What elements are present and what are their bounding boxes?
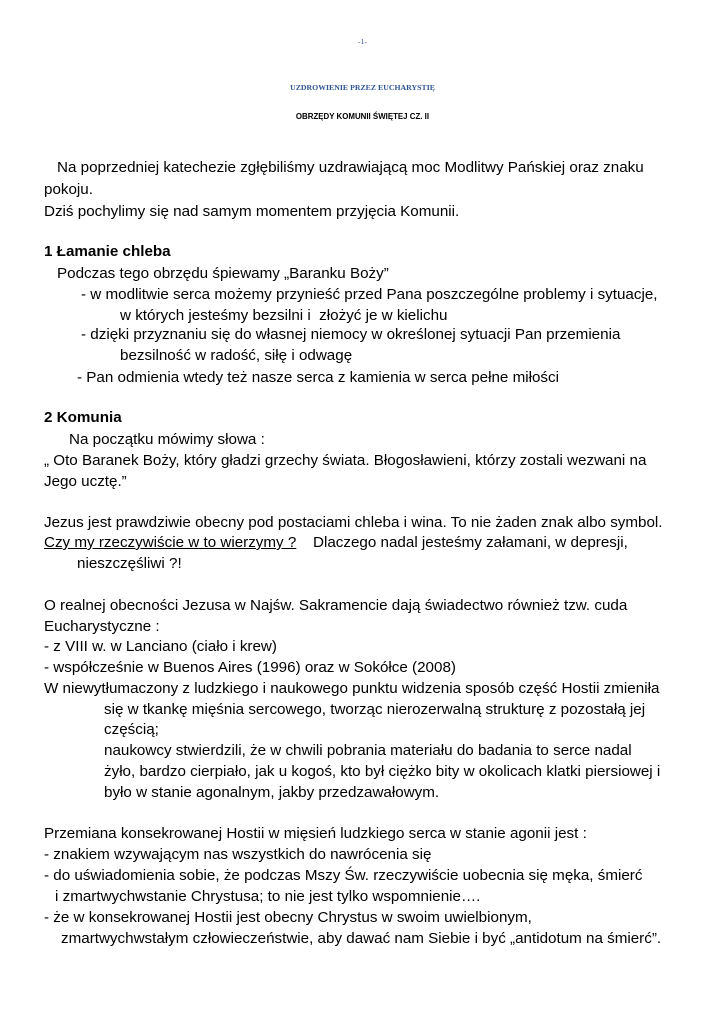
presence-line-3: nieszczęśliwi ?! [77,555,182,572]
page-number: -1- [357,37,368,46]
section-1-line-2: - w modlitwie serca możemy przynieść przed Pana poszczególne problemy i sytuacje, [81,286,658,303]
section-1-line-4: - dzięki przyznaniu się do własnej niemocy w określonej sytuacji Pan przemienia [81,326,621,343]
miracles-line-4: - współcześnie w Buenos Aires (1996) oraz w Sokółce (2008) [44,659,456,676]
miracles-line-7: częścią; [104,721,159,738]
transformation-line-5: - że w konsekrowanej Hostii jest obecny Chrystus w swoim uwielbionym, [44,909,532,926]
presence-question: Czy my rzeczywiście w to wierzymy ? [44,534,297,551]
document-subtitle: UZDROWIENIE PRZEZ EUCHARYSTIĘ [290,83,435,92]
intro-line-1: Na poprzedniej katechezie zgłębiliśmy uzdrawiającą moc Modlitwy Pańskiej oraz znaku [57,159,644,176]
intro-line-2: pokoju. [44,181,93,198]
miracles-line-1: O realnej obecności Jezusa w Najśw. Sakramencie dają świadectwo również tzw. cuda [44,597,628,614]
section-2-line-3: Jego ucztę.” [44,473,127,490]
transformation-line-6: zmartwychwstałym człowieczeństwie, aby dawać nam Siebie i być „antidotum na śmierć”. [61,930,662,947]
miracles-line-8: naukowcy stwierdzili, że w chwili pobrania materiału do badania to serce nadal [104,742,632,759]
miracles-line-2: Eucharystyczne : [44,618,160,635]
transformation-line-1: Przemiana konsekrowanej Hostii w mięsień ludzkiego serca w stanie agonii jest : [44,825,587,842]
document-title: OBRZĘDY KOMUNII ŚWIĘTEJ CZ. II [295,112,430,121]
section-2-heading: 2 Komunia [44,409,122,426]
presence-line-2: Dlaczego nadal jesteśmy załamani, w depresji, [313,534,628,551]
presence-line-1: Jezus jest prawdziwie obecny pod postaciami chleba i wina. To nie żaden znak albo symbol. [44,514,663,531]
section-1-line-6: - Pan odmienia wtedy też nasze serca z kamienia w serca pełne miłości [77,369,559,386]
miracles-line-9: żyło, bardzo cierpiało, jak u kogoś, kto był ciężko bity w okolicach klatki piersiowej i [104,763,661,780]
transformation-line-4: i zmartwychwstanie Chrystusa; to nie jest tylko wspomnienie…. [55,888,481,905]
miracles-line-10: było w stanie agonalnym, jakby przedzawałowym. [104,784,440,801]
section-2-line-2: „ Oto Baranek Boży, który gładzi grzechy świata. Błogosławieni, którzy zostali wezwani na [44,452,647,469]
intro-line-3: Dziś pochylimy się nad samym momentem przyjęcia Komunii. [44,203,460,220]
transformation-line-3: - do uświadomienia sobie, że podczas Mszy Św. rzeczywiście uobecnia się męka, śmierć [44,867,643,884]
miracles-line-6: się w tkankę mięśnia sercowego, tworząc nierozerwalną strukturę z pozostałą jej [104,701,646,718]
section-1-line-1: Podczas tego obrzędu śpiewamy „Baranku Boży” [57,265,389,282]
section-1-heading: 1 Łamanie chleba [44,243,171,260]
transformation-line-2: - znakiem wzywającym nas wszystkich do nawrócenia się [44,846,432,863]
section-2-line-1: Na początku mówimy słowa : [69,431,265,448]
miracles-line-5: W niewytłumaczony z ludzkiego i naukowego punktu widzenia sposób część Hostii zmieniła [44,680,660,697]
miracles-line-3: - z VIII w. w Lanciano (ciało i krew) [44,638,277,655]
section-1-line-3: w których jesteśmy bezsilni i złożyć je w kielichu [120,307,448,324]
section-1-line-5: bezsilność w radość, siłę i odwagę [120,347,353,364]
